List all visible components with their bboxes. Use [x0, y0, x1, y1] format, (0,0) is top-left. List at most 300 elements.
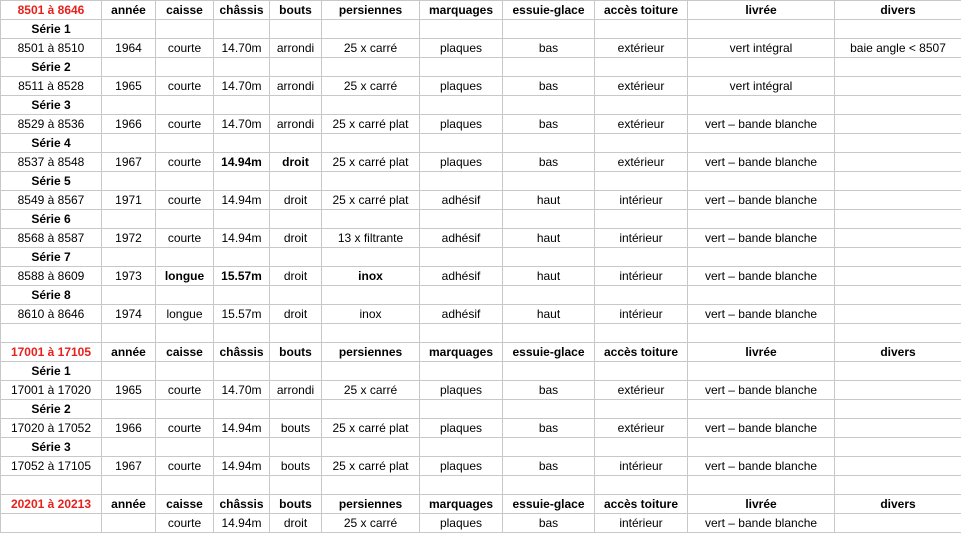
empty-cell[interactable]: [156, 96, 214, 115]
empty-cell[interactable]: [322, 286, 420, 305]
data-cell[interactable]: 14.70m: [214, 381, 270, 400]
empty-cell[interactable]: [595, 324, 688, 343]
empty-cell[interactable]: [322, 324, 420, 343]
range-cell[interactable]: 17020 à 17052: [1, 419, 102, 438]
range-cell[interactable]: 8501 à 8510: [1, 39, 102, 58]
data-cell[interactable]: 14.94m: [214, 153, 270, 172]
empty-cell[interactable]: [102, 400, 156, 419]
data-cell[interactable]: adhésif: [420, 229, 503, 248]
data-cell[interactable]: droit: [270, 305, 322, 324]
empty-cell[interactable]: [156, 20, 214, 39]
empty-cell[interactable]: [322, 210, 420, 229]
series-label-cell[interactable]: Série 3: [1, 438, 102, 457]
empty-cell[interactable]: [420, 438, 503, 457]
empty-cell[interactable]: [156, 58, 214, 77]
empty-cell[interactable]: [688, 248, 835, 267]
data-cell[interactable]: adhésif: [420, 305, 503, 324]
column-header-cell[interactable]: caisse: [156, 343, 214, 362]
empty-cell[interactable]: [595, 96, 688, 115]
empty-cell[interactable]: [420, 172, 503, 191]
empty-cell[interactable]: [688, 96, 835, 115]
column-header-cell[interactable]: caisse: [156, 1, 214, 20]
column-header-cell[interactable]: marquages: [420, 1, 503, 20]
empty-cell[interactable]: [503, 476, 595, 495]
column-header-cell[interactable]: accès toiture: [595, 343, 688, 362]
empty-cell[interactable]: [503, 20, 595, 39]
empty-cell[interactable]: [214, 476, 270, 495]
data-cell[interactable]: [835, 153, 961, 172]
data-cell[interactable]: baie angle < 8507: [835, 39, 961, 58]
empty-cell[interactable]: [270, 286, 322, 305]
data-cell[interactable]: 25 x carré: [322, 39, 420, 58]
empty-cell[interactable]: [688, 324, 835, 343]
empty-cell[interactable]: [156, 476, 214, 495]
data-cell[interactable]: vert – bande blanche: [688, 419, 835, 438]
data-cell[interactable]: vert – bande blanche: [688, 153, 835, 172]
data-cell[interactable]: inox: [322, 305, 420, 324]
data-cell[interactable]: bouts: [270, 419, 322, 438]
data-cell[interactable]: [835, 115, 961, 134]
data-cell[interactable]: arrondi: [270, 381, 322, 400]
data-cell[interactable]: [835, 77, 961, 96]
data-cell[interactable]: vert – bande blanche: [688, 305, 835, 324]
data-cell[interactable]: haut: [503, 267, 595, 286]
empty-cell[interactable]: [835, 134, 961, 153]
data-cell[interactable]: 25 x carré plat: [322, 153, 420, 172]
column-header-cell[interactable]: châssis: [214, 343, 270, 362]
data-cell[interactable]: extérieur: [595, 115, 688, 134]
column-header-cell[interactable]: livrée: [688, 495, 835, 514]
series-label-cell[interactable]: Série 4: [1, 134, 102, 153]
empty-cell[interactable]: [595, 286, 688, 305]
data-cell[interactable]: 14.94m: [214, 419, 270, 438]
empty-cell[interactable]: [503, 134, 595, 153]
column-header-cell[interactable]: année: [102, 1, 156, 20]
data-cell[interactable]: courte: [156, 77, 214, 96]
data-cell[interactable]: adhésif: [420, 267, 503, 286]
data-cell[interactable]: intérieur: [595, 229, 688, 248]
data-cell[interactable]: 14.94m: [214, 514, 270, 533]
empty-cell[interactable]: [214, 210, 270, 229]
data-cell[interactable]: haut: [503, 191, 595, 210]
data-cell[interactable]: 1964: [102, 39, 156, 58]
data-cell[interactable]: 25 x carré plat: [322, 457, 420, 476]
data-cell[interactable]: courte: [156, 153, 214, 172]
data-cell[interactable]: droit: [270, 514, 322, 533]
data-cell[interactable]: plaques: [420, 77, 503, 96]
column-header-cell[interactable]: livrée: [688, 1, 835, 20]
data-cell[interactable]: courte: [156, 115, 214, 134]
empty-cell[interactable]: [102, 96, 156, 115]
group-title-cell[interactable]: 17001 à 17105: [1, 343, 102, 362]
empty-cell[interactable]: [503, 400, 595, 419]
empty-cell[interactable]: [156, 134, 214, 153]
data-cell[interactable]: 25 x carré: [322, 77, 420, 96]
data-cell[interactable]: [835, 229, 961, 248]
empty-cell[interactable]: [420, 286, 503, 305]
data-cell[interactable]: 13 x filtrante: [322, 229, 420, 248]
data-cell[interactable]: bas: [503, 115, 595, 134]
data-cell[interactable]: adhésif: [420, 191, 503, 210]
empty-cell[interactable]: [835, 58, 961, 77]
column-header-cell[interactable]: bouts: [270, 343, 322, 362]
data-cell[interactable]: 14.94m: [214, 457, 270, 476]
empty-cell[interactable]: [595, 20, 688, 39]
empty-cell[interactable]: [503, 210, 595, 229]
empty-cell[interactable]: [420, 362, 503, 381]
empty-cell[interactable]: [503, 286, 595, 305]
data-cell[interactable]: 1972: [102, 229, 156, 248]
empty-cell[interactable]: [835, 362, 961, 381]
empty-cell[interactable]: [503, 248, 595, 267]
empty-cell[interactable]: [270, 210, 322, 229]
data-cell[interactable]: plaques: [420, 381, 503, 400]
data-cell[interactable]: [835, 305, 961, 324]
data-cell[interactable]: vert – bande blanche: [688, 457, 835, 476]
data-cell[interactable]: 1974: [102, 305, 156, 324]
empty-cell[interactable]: [156, 172, 214, 191]
data-cell[interactable]: vert – bande blanche: [688, 229, 835, 248]
empty-cell[interactable]: [156, 438, 214, 457]
range-cell[interactable]: 8511 à 8528: [1, 77, 102, 96]
empty-cell[interactable]: [270, 476, 322, 495]
empty-cell[interactable]: [102, 20, 156, 39]
empty-cell[interactable]: [835, 172, 961, 191]
empty-cell[interactable]: [835, 476, 961, 495]
data-cell[interactable]: 1966: [102, 419, 156, 438]
empty-cell[interactable]: [688, 286, 835, 305]
empty-cell[interactable]: [214, 20, 270, 39]
empty-cell[interactable]: [420, 210, 503, 229]
empty-cell[interactable]: [214, 58, 270, 77]
empty-cell[interactable]: [322, 20, 420, 39]
empty-cell[interactable]: [214, 438, 270, 457]
empty-cell[interactable]: [270, 324, 322, 343]
column-header-cell[interactable]: essuie-glace: [503, 495, 595, 514]
data-cell[interactable]: [835, 191, 961, 210]
column-header-cell[interactable]: essuie-glace: [503, 343, 595, 362]
data-cell[interactable]: droit: [270, 153, 322, 172]
empty-cell[interactable]: [322, 438, 420, 457]
data-cell[interactable]: extérieur: [595, 39, 688, 58]
range-cell[interactable]: 17001 à 17020: [1, 381, 102, 400]
empty-cell[interactable]: [688, 400, 835, 419]
data-cell[interactable]: intérieur: [595, 267, 688, 286]
empty-cell[interactable]: [270, 96, 322, 115]
empty-cell[interactable]: [503, 172, 595, 191]
empty-cell[interactable]: [102, 362, 156, 381]
data-cell[interactable]: 1965: [102, 77, 156, 96]
empty-cell[interactable]: [156, 286, 214, 305]
data-cell[interactable]: courte: [156, 419, 214, 438]
data-cell[interactable]: vert – bande blanche: [688, 381, 835, 400]
data-cell[interactable]: courte: [156, 229, 214, 248]
data-cell[interactable]: bas: [503, 514, 595, 533]
column-header-cell[interactable]: caisse: [156, 495, 214, 514]
data-cell[interactable]: 14.70m: [214, 115, 270, 134]
empty-cell[interactable]: [322, 172, 420, 191]
data-cell[interactable]: courte: [156, 514, 214, 533]
column-header-cell[interactable]: divers: [835, 495, 961, 514]
empty-cell[interactable]: [270, 172, 322, 191]
data-cell[interactable]: [835, 514, 961, 533]
empty-cell[interactable]: [270, 134, 322, 153]
data-cell[interactable]: arrondi: [270, 77, 322, 96]
empty-cell[interactable]: [835, 438, 961, 457]
data-cell[interactable]: arrondi: [270, 39, 322, 58]
empty-cell[interactable]: [595, 476, 688, 495]
empty-cell[interactable]: [1, 476, 102, 495]
empty-cell[interactable]: [688, 362, 835, 381]
data-cell[interactable]: plaques: [420, 419, 503, 438]
data-cell[interactable]: bas: [503, 39, 595, 58]
data-cell[interactable]: 15.57m: [214, 267, 270, 286]
empty-cell[interactable]: [214, 324, 270, 343]
empty-cell[interactable]: [595, 210, 688, 229]
empty-cell[interactable]: [102, 438, 156, 457]
series-label-cell[interactable]: Série 2: [1, 400, 102, 419]
data-cell[interactable]: 1971: [102, 191, 156, 210]
data-cell[interactable]: courte: [156, 457, 214, 476]
data-cell[interactable]: haut: [503, 305, 595, 324]
data-cell[interactable]: bouts: [270, 457, 322, 476]
data-cell[interactable]: [102, 514, 156, 533]
empty-cell[interactable]: [270, 248, 322, 267]
data-cell[interactable]: 1973: [102, 267, 156, 286]
empty-cell[interactable]: [322, 134, 420, 153]
data-cell[interactable]: arrondi: [270, 115, 322, 134]
range-cell[interactable]: 8568 à 8587: [1, 229, 102, 248]
data-cell[interactable]: vert – bande blanche: [688, 514, 835, 533]
empty-cell[interactable]: [503, 96, 595, 115]
data-cell[interactable]: [835, 381, 961, 400]
empty-cell[interactable]: [420, 58, 503, 77]
empty-cell[interactable]: [270, 20, 322, 39]
empty-cell[interactable]: [835, 400, 961, 419]
empty-cell[interactable]: [322, 476, 420, 495]
data-cell[interactable]: haut: [503, 229, 595, 248]
empty-cell[interactable]: [503, 58, 595, 77]
column-header-cell[interactable]: marquages: [420, 343, 503, 362]
empty-cell[interactable]: [835, 286, 961, 305]
empty-cell[interactable]: [595, 58, 688, 77]
empty-cell[interactable]: [688, 476, 835, 495]
column-header-cell[interactable]: marquages: [420, 495, 503, 514]
empty-cell[interactable]: [102, 172, 156, 191]
empty-cell[interactable]: [688, 438, 835, 457]
data-cell[interactable]: courte: [156, 39, 214, 58]
data-cell[interactable]: 25 x carré: [322, 514, 420, 533]
column-header-cell[interactable]: persiennes: [322, 495, 420, 514]
empty-cell[interactable]: [835, 210, 961, 229]
empty-cell[interactable]: [156, 324, 214, 343]
data-cell[interactable]: bas: [503, 457, 595, 476]
data-cell[interactable]: bas: [503, 153, 595, 172]
data-cell[interactable]: extérieur: [595, 381, 688, 400]
data-cell[interactable]: [835, 419, 961, 438]
empty-cell[interactable]: [420, 96, 503, 115]
range-cell[interactable]: [1, 514, 102, 533]
series-label-cell[interactable]: Série 6: [1, 210, 102, 229]
data-cell[interactable]: courte: [156, 381, 214, 400]
empty-cell[interactable]: [595, 362, 688, 381]
data-cell[interactable]: bas: [503, 419, 595, 438]
data-cell[interactable]: 14.94m: [214, 191, 270, 210]
data-cell[interactable]: vert intégral: [688, 77, 835, 96]
empty-cell[interactable]: [420, 324, 503, 343]
empty-cell[interactable]: [214, 362, 270, 381]
empty-cell[interactable]: [595, 248, 688, 267]
column-header-cell[interactable]: châssis: [214, 1, 270, 20]
empty-cell[interactable]: [214, 96, 270, 115]
range-cell[interactable]: 8549 à 8567: [1, 191, 102, 210]
empty-cell[interactable]: [102, 134, 156, 153]
data-cell[interactable]: plaques: [420, 39, 503, 58]
data-cell[interactable]: 14.70m: [214, 39, 270, 58]
data-cell[interactable]: droit: [270, 229, 322, 248]
column-header-cell[interactable]: persiennes: [322, 343, 420, 362]
empty-cell[interactable]: [102, 324, 156, 343]
empty-cell[interactable]: [688, 20, 835, 39]
empty-cell[interactable]: [214, 134, 270, 153]
data-cell[interactable]: 14.94m: [214, 229, 270, 248]
data-cell[interactable]: 14.70m: [214, 77, 270, 96]
data-cell[interactable]: intérieur: [595, 191, 688, 210]
empty-cell[interactable]: [420, 134, 503, 153]
empty-cell[interactable]: [322, 58, 420, 77]
empty-cell[interactable]: [270, 438, 322, 457]
empty-cell[interactable]: [835, 20, 961, 39]
data-cell[interactable]: courte: [156, 191, 214, 210]
series-label-cell[interactable]: Série 1: [1, 20, 102, 39]
data-cell[interactable]: 1966: [102, 115, 156, 134]
group-title-cell[interactable]: 20201 à 20213: [1, 495, 102, 514]
group-title-cell[interactable]: 8501 à 8646: [1, 1, 102, 20]
range-cell[interactable]: 8588 à 8609: [1, 267, 102, 286]
column-header-cell[interactable]: divers: [835, 343, 961, 362]
data-cell[interactable]: plaques: [420, 153, 503, 172]
data-cell[interactable]: inox: [322, 267, 420, 286]
empty-cell[interactable]: [102, 58, 156, 77]
empty-cell[interactable]: [595, 134, 688, 153]
series-label-cell[interactable]: Série 5: [1, 172, 102, 191]
data-cell[interactable]: intérieur: [595, 305, 688, 324]
range-cell[interactable]: 8537 à 8548: [1, 153, 102, 172]
empty-cell[interactable]: [322, 96, 420, 115]
empty-cell[interactable]: [156, 400, 214, 419]
data-cell[interactable]: bas: [503, 77, 595, 96]
empty-cell[interactable]: [102, 476, 156, 495]
empty-cell[interactable]: [214, 248, 270, 267]
empty-cell[interactable]: [156, 362, 214, 381]
empty-cell[interactable]: [503, 324, 595, 343]
data-cell[interactable]: plaques: [420, 115, 503, 134]
data-cell[interactable]: [835, 267, 961, 286]
empty-cell[interactable]: [835, 324, 961, 343]
data-cell[interactable]: bas: [503, 381, 595, 400]
empty-cell[interactable]: [420, 476, 503, 495]
column-header-cell[interactable]: accès toiture: [595, 1, 688, 20]
data-cell[interactable]: 1967: [102, 153, 156, 172]
data-cell[interactable]: 15.57m: [214, 305, 270, 324]
empty-cell[interactable]: [420, 248, 503, 267]
column-header-cell[interactable]: bouts: [270, 495, 322, 514]
empty-cell[interactable]: [595, 438, 688, 457]
data-cell[interactable]: intérieur: [595, 514, 688, 533]
data-cell[interactable]: plaques: [420, 514, 503, 533]
column-header-cell[interactable]: persiennes: [322, 1, 420, 20]
column-header-cell[interactable]: bouts: [270, 1, 322, 20]
empty-cell[interactable]: [420, 400, 503, 419]
empty-cell[interactable]: [102, 210, 156, 229]
empty-cell[interactable]: [156, 248, 214, 267]
empty-cell[interactable]: [835, 248, 961, 267]
series-label-cell[interactable]: Série 2: [1, 58, 102, 77]
data-cell[interactable]: 25 x carré plat: [322, 419, 420, 438]
empty-cell[interactable]: [503, 362, 595, 381]
empty-cell[interactable]: [595, 400, 688, 419]
empty-cell[interactable]: [156, 210, 214, 229]
empty-cell[interactable]: [688, 58, 835, 77]
data-cell[interactable]: [835, 457, 961, 476]
column-header-cell[interactable]: châssis: [214, 495, 270, 514]
series-label-cell[interactable]: Série 7: [1, 248, 102, 267]
data-cell[interactable]: vert – bande blanche: [688, 191, 835, 210]
empty-cell[interactable]: [102, 248, 156, 267]
data-cell[interactable]: 1967: [102, 457, 156, 476]
range-cell[interactable]: 8610 à 8646: [1, 305, 102, 324]
empty-cell[interactable]: [270, 58, 322, 77]
empty-cell[interactable]: [270, 400, 322, 419]
empty-cell[interactable]: [322, 362, 420, 381]
column-header-cell[interactable]: divers: [835, 1, 961, 20]
range-cell[interactable]: 17052 à 17105: [1, 457, 102, 476]
empty-cell[interactable]: [595, 172, 688, 191]
column-header-cell[interactable]: accès toiture: [595, 495, 688, 514]
column-header-cell[interactable]: livrée: [688, 343, 835, 362]
data-cell[interactable]: 25 x carré plat: [322, 191, 420, 210]
data-cell[interactable]: longue: [156, 305, 214, 324]
empty-cell[interactable]: [322, 248, 420, 267]
data-cell[interactable]: vert intégral: [688, 39, 835, 58]
data-cell[interactable]: vert – bande blanche: [688, 267, 835, 286]
empty-cell[interactable]: [688, 172, 835, 191]
empty-cell[interactable]: [688, 210, 835, 229]
empty-cell[interactable]: [688, 134, 835, 153]
data-cell[interactable]: droit: [270, 191, 322, 210]
data-cell[interactable]: longue: [156, 267, 214, 286]
data-cell[interactable]: vert – bande blanche: [688, 115, 835, 134]
empty-cell[interactable]: [322, 400, 420, 419]
empty-cell[interactable]: [270, 362, 322, 381]
column-header-cell[interactable]: essuie-glace: [503, 1, 595, 20]
series-label-cell[interactable]: Série 8: [1, 286, 102, 305]
range-cell[interactable]: 8529 à 8536: [1, 115, 102, 134]
data-cell[interactable]: droit: [270, 267, 322, 286]
empty-cell[interactable]: [102, 286, 156, 305]
series-label-cell[interactable]: Série 3: [1, 96, 102, 115]
empty-cell[interactable]: [214, 400, 270, 419]
data-cell[interactable]: 1965: [102, 381, 156, 400]
empty-cell[interactable]: [1, 324, 102, 343]
series-label-cell[interactable]: Série 1: [1, 362, 102, 381]
empty-cell[interactable]: [503, 438, 595, 457]
empty-cell[interactable]: [835, 96, 961, 115]
data-cell[interactable]: extérieur: [595, 153, 688, 172]
empty-cell[interactable]: [214, 286, 270, 305]
empty-cell[interactable]: [420, 20, 503, 39]
empty-cell[interactable]: [214, 172, 270, 191]
